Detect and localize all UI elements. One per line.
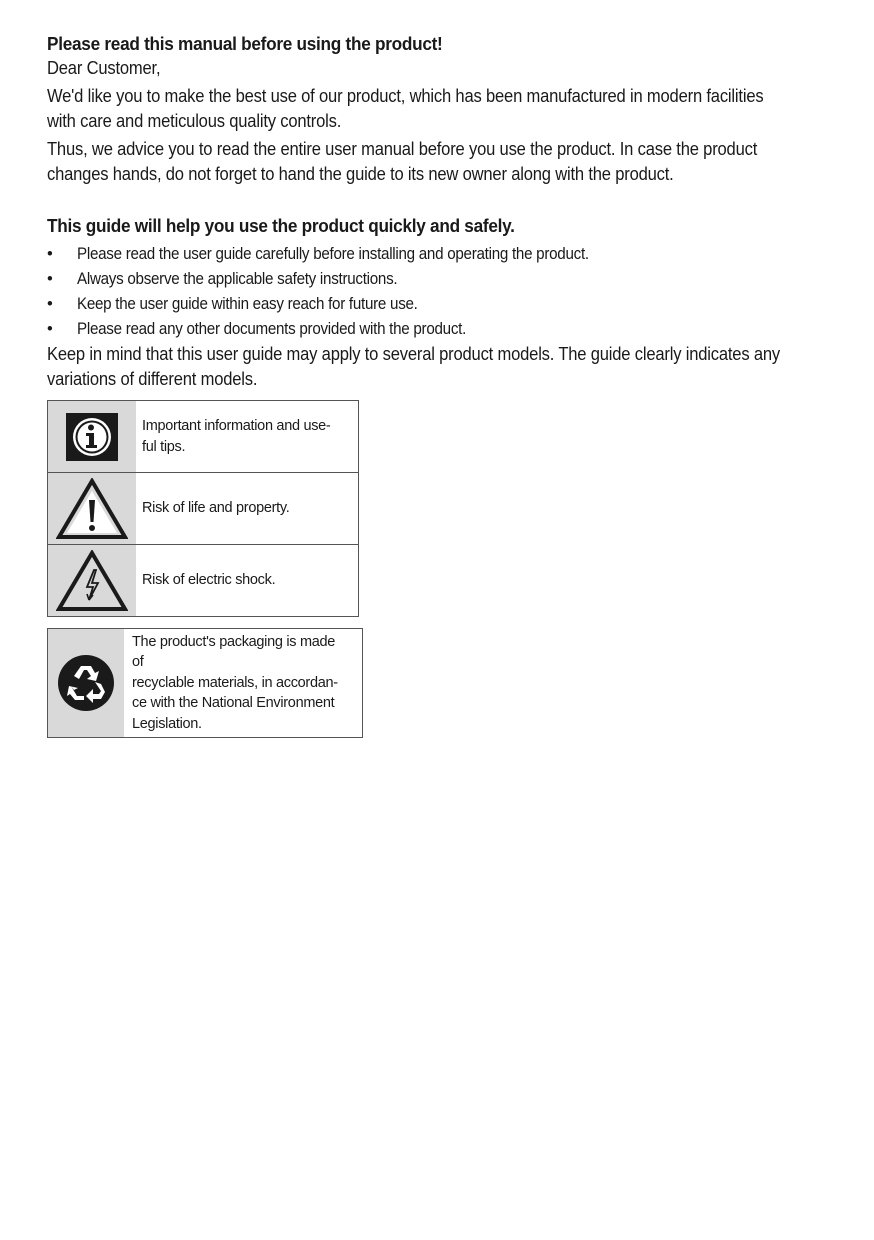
recycling-notice xyxy=(47,628,363,738)
manual-page xyxy=(47,32,827,392)
legend-row-warning xyxy=(48,472,358,544)
bullet-icon: • xyxy=(47,295,53,313)
greeting: Dear Customer, xyxy=(47,58,161,78)
guide-note-line-2: variations of different models. xyxy=(47,369,258,389)
intro-paragraph-1-line-2: with care and meticulous quality controls. xyxy=(47,111,342,131)
list-item: • Keep the user guide within easy reach for future use. xyxy=(47,292,827,317)
list-item: • Please read any other documents provided with the product. xyxy=(47,317,827,342)
legend-text-information: Important information and use- ful tips. xyxy=(142,417,331,455)
bullet-icon: • xyxy=(47,320,53,338)
guide-bullet-list xyxy=(47,242,827,342)
legend-row-information xyxy=(48,401,358,472)
information-icon xyxy=(48,401,136,472)
bullet-icon: • xyxy=(47,245,53,263)
guide-note-line-1: Keep in mind that this user guide may apply to several product models. The guide clearly indicates any xyxy=(47,344,780,364)
recycle-icon xyxy=(48,629,124,737)
warning-icon xyxy=(48,473,136,544)
list-item: • Always observe the applicable safety instructions. xyxy=(47,267,827,292)
electric-shock-icon xyxy=(48,545,136,616)
intro-paragraph-2-line-1: Thus, we advice you to read the entire user manual before you use the product. In case the product xyxy=(47,139,758,159)
legend-text-electric-shock: Risk of electric shock. xyxy=(142,572,276,588)
intro-heading: Please read this manual before using the product! xyxy=(47,33,443,54)
bullet-icon: • xyxy=(47,270,53,288)
symbol-legend-table xyxy=(47,400,359,617)
guide-heading: This guide will help you use the product quickly and safely. xyxy=(47,215,515,236)
legend-text-warning: Risk of life and property. xyxy=(142,500,290,516)
intro-paragraph-1-line-1: We'd like you to make the best use of our product, which has been manufactured in modern facilities xyxy=(47,86,764,106)
legend-row-electric-shock xyxy=(48,544,358,616)
recycling-text: The product's packaging is made of recyclable materials, in accordan- ce with the National Environment Legislation. xyxy=(132,633,338,732)
intro-paragraph-2-line-2: changes hands, do not forget to hand the guide to its new owner along with the product. xyxy=(47,164,674,184)
list-item: • Please read the user guide carefully before installing and operating the product. xyxy=(47,242,827,267)
